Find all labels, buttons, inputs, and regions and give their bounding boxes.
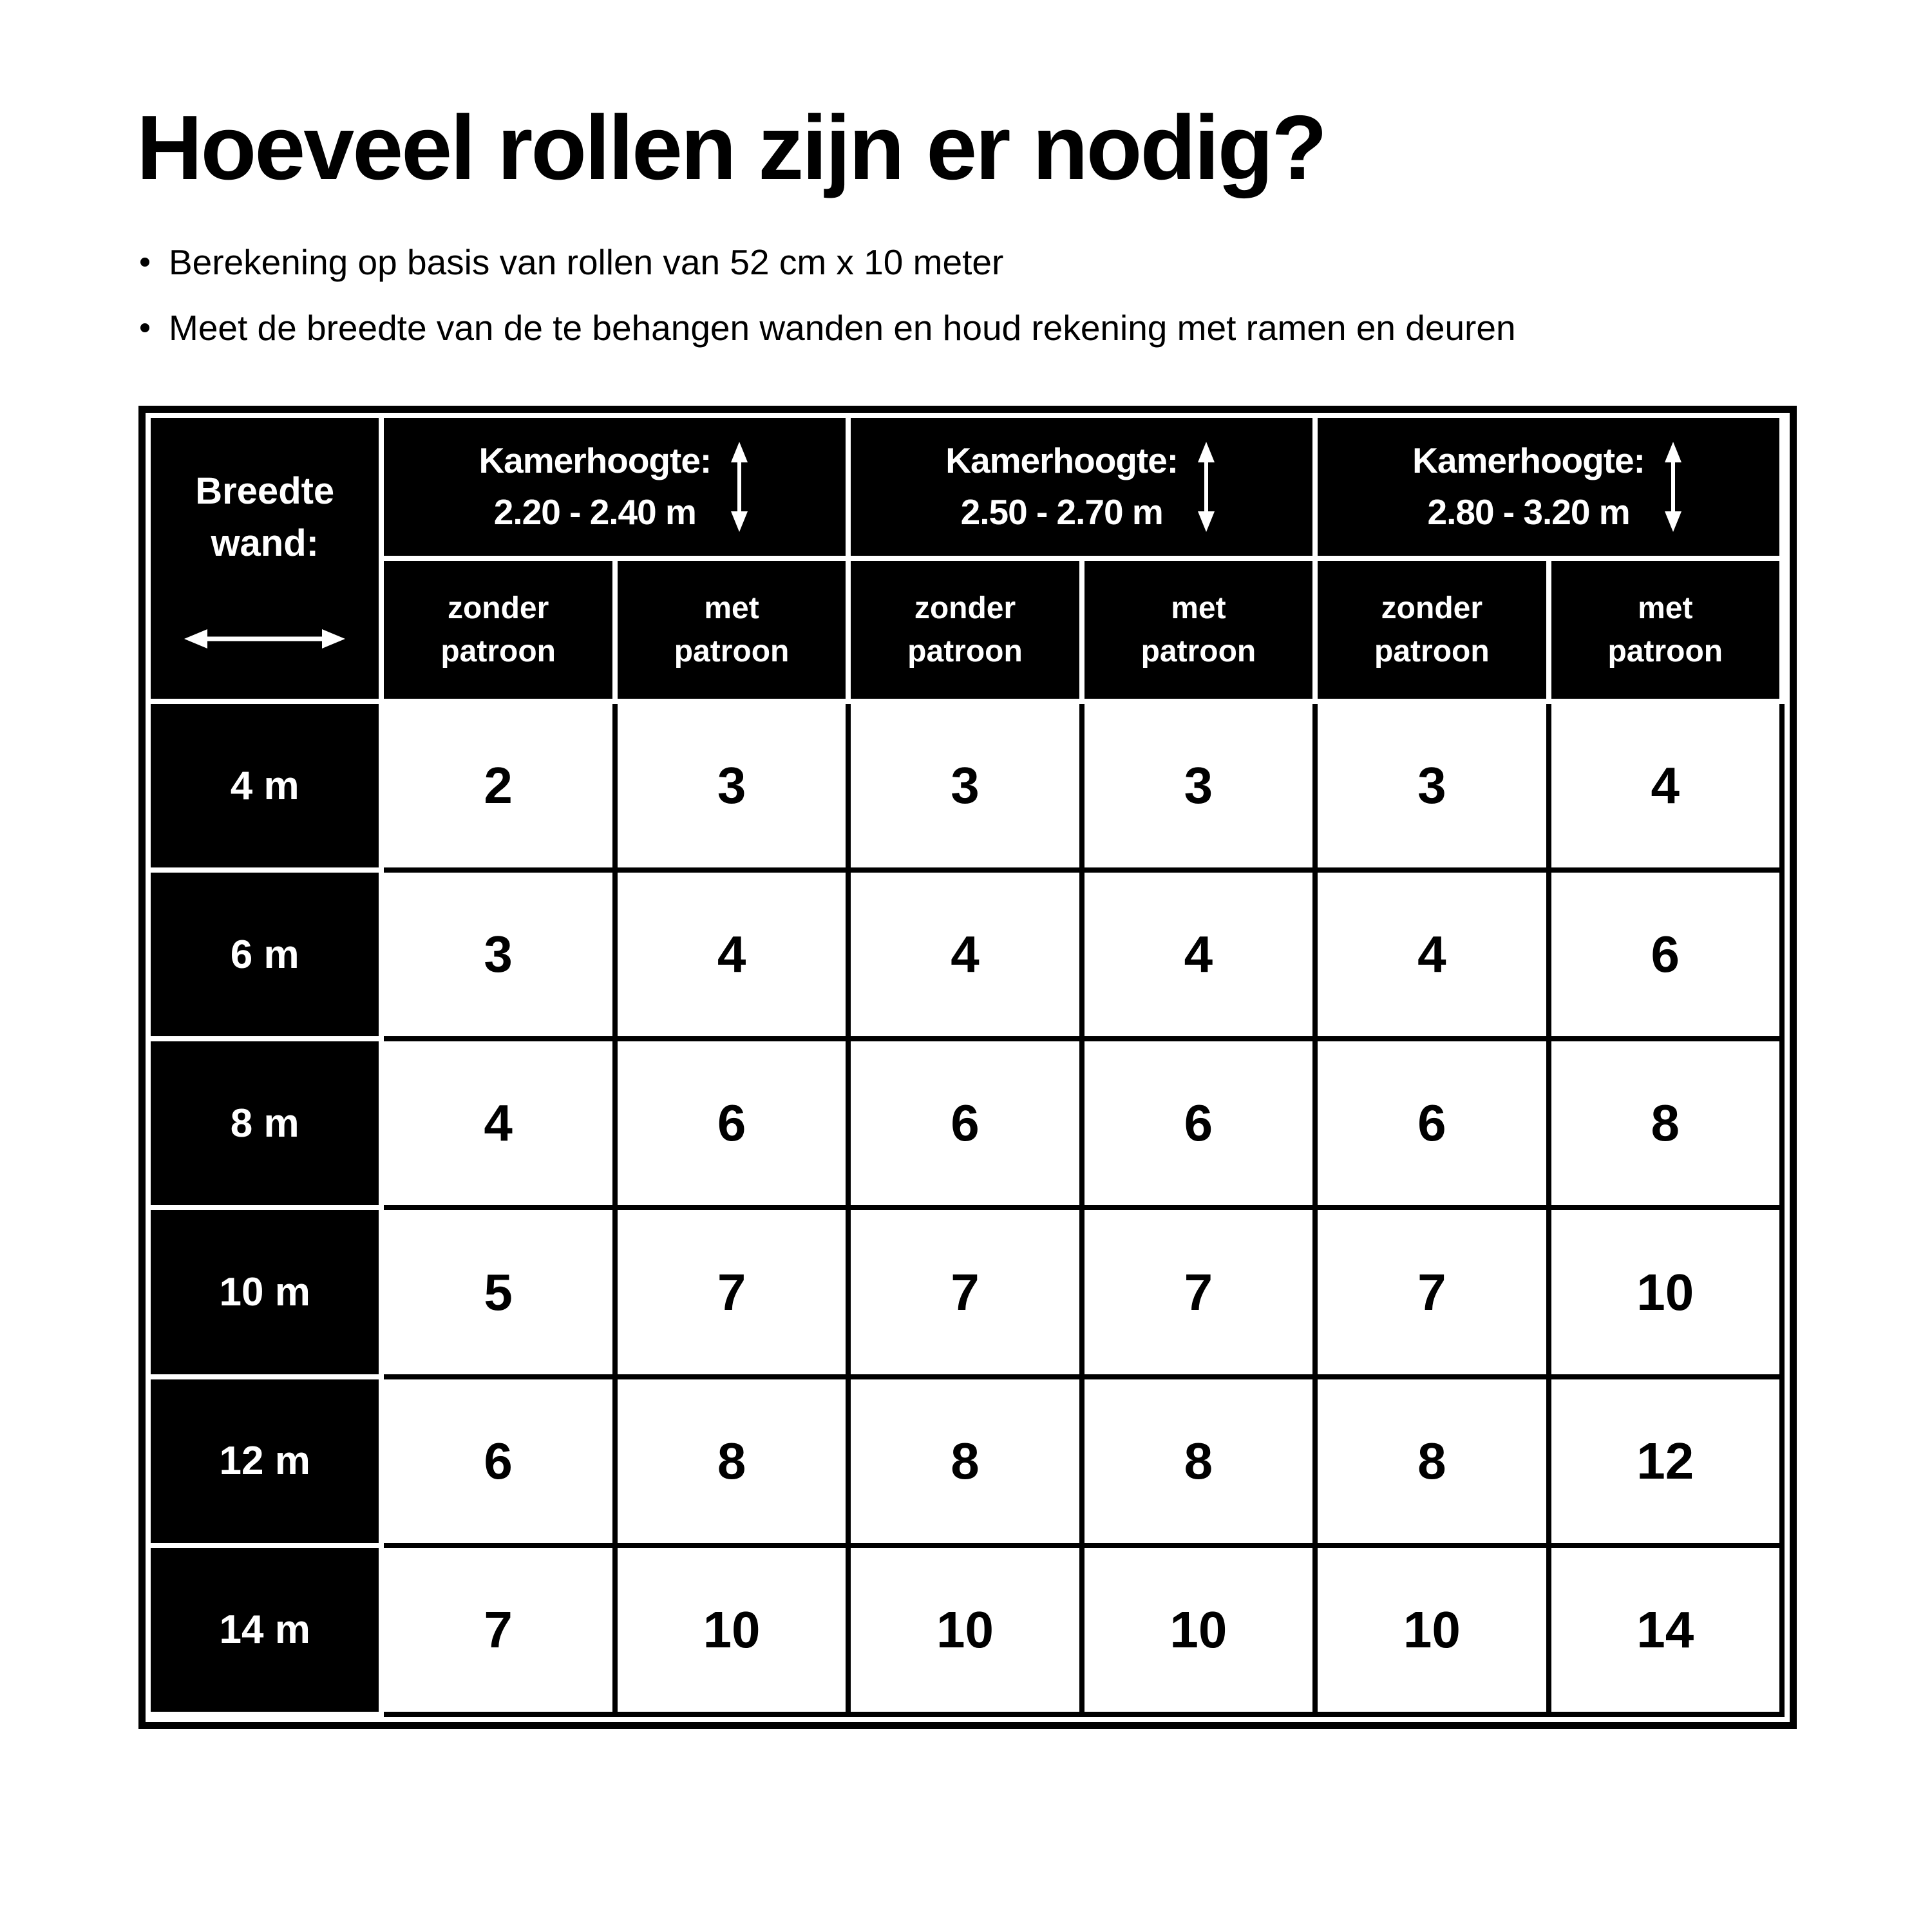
subheader-line2: patroon <box>1141 634 1256 668</box>
table-cell: 4 <box>384 1041 617 1210</box>
subheader-line2: patroon <box>674 634 790 668</box>
table-cell: 10 <box>1551 1210 1785 1379</box>
subheader-line1: met <box>1171 591 1226 625</box>
subheader-met-patroon-3 <box>1551 561 1785 704</box>
bullet-text: Meet de breedte van de te behangen wanden en houd rekening met ramen en deuren <box>169 307 1516 348</box>
table-cell: 4 <box>618 873 851 1041</box>
subheader-line2: patroon <box>440 634 556 668</box>
subheader-zonder-patroon-2 <box>851 561 1084 704</box>
row-header-14m: 14 m <box>151 1548 384 1717</box>
corner-header-line1: Breedte <box>195 469 335 512</box>
column-group-header-1 <box>384 418 851 561</box>
kamerhoogte-range: 2.80 - 3.20 m <box>1427 492 1630 532</box>
kamerhoogte-label: Kamerhoogte: <box>1412 440 1645 481</box>
column-group-label <box>1412 435 1645 538</box>
height-arrow-icon <box>728 442 751 532</box>
bullet-item <box>140 303 1516 354</box>
table-cell: 6 <box>1084 1041 1318 1210</box>
table-cell: 8 <box>1318 1379 1551 1548</box>
corner-header-line2: wand: <box>211 522 319 564</box>
corner-header-label <box>195 465 334 569</box>
table-cell: 14 <box>1551 1548 1785 1717</box>
table-cell: 8 <box>618 1379 851 1548</box>
column-group-header-2 <box>851 418 1318 561</box>
table-cell: 12 <box>1551 1379 1785 1548</box>
table-cell: 6 <box>1551 873 1785 1041</box>
column-group-label <box>478 435 711 538</box>
table-cell: 6 <box>851 1041 1084 1210</box>
row-header-4m: 4 m <box>151 704 384 873</box>
table-cell: 7 <box>384 1548 617 1717</box>
kamerhoogte-range: 2.20 - 2.40 m <box>493 492 696 532</box>
width-arrow-icon <box>184 626 345 652</box>
table-cell: 2 <box>384 704 617 873</box>
table-cell: 7 <box>618 1210 851 1379</box>
table-cell: 4 <box>851 873 1084 1041</box>
subheader-met-patroon-1 <box>618 561 851 704</box>
corner-header-breedte-wand <box>151 418 384 704</box>
table-cell: 6 <box>618 1041 851 1210</box>
row-header-6m: 6 m <box>151 873 384 1041</box>
bullet-list <box>140 237 1516 368</box>
table-cell: 8 <box>1084 1379 1318 1548</box>
height-arrow-icon <box>1195 442 1218 532</box>
kamerhoogte-label: Kamerhoogte: <box>945 440 1179 481</box>
bullet-text: Berekening op basis van rollen van 52 cm x 10 meter <box>169 242 1004 282</box>
height-arrow-icon <box>1662 442 1685 532</box>
table-cell: 10 <box>618 1548 851 1717</box>
column-group-header-3 <box>1318 418 1785 561</box>
subheader-line2: patroon <box>1607 634 1723 668</box>
table-cell: 5 <box>384 1210 617 1379</box>
rolls-needed-table <box>138 406 1797 1729</box>
row-header-12m: 12 m <box>151 1379 384 1548</box>
table-cell: 7 <box>1318 1210 1551 1379</box>
table-cell: 6 <box>1318 1041 1551 1210</box>
bullet-item <box>140 237 1516 289</box>
subheader-line2: patroon <box>1374 634 1490 668</box>
table-cell: 4 <box>1551 704 1785 873</box>
table-cell: 8 <box>851 1379 1084 1548</box>
page-title: Hoeveel rollen zijn er nodig? <box>137 97 1326 199</box>
table-cell: 3 <box>618 704 851 873</box>
kamerhoogte-label: Kamerhoogte: <box>478 440 712 481</box>
row-header-8m: 8 m <box>151 1041 384 1210</box>
table-cell: 7 <box>1084 1210 1318 1379</box>
table-cell: 7 <box>851 1210 1084 1379</box>
subheader-line2: patroon <box>907 634 1023 668</box>
subheader-line1: zonder <box>1381 591 1483 625</box>
table-cell: 6 <box>384 1379 617 1548</box>
row-header-10m: 10 m <box>151 1210 384 1379</box>
kamerhoogte-range: 2.50 - 2.70 m <box>960 492 1163 532</box>
column-group-label <box>945 435 1178 538</box>
table-cell: 8 <box>1551 1041 1785 1210</box>
table-cell: 4 <box>1084 873 1318 1041</box>
subheader-zonder-patroon-1 <box>384 561 617 704</box>
table-cell: 3 <box>1084 704 1318 873</box>
subheader-line1: zonder <box>447 591 549 625</box>
table-cell: 10 <box>1318 1548 1551 1717</box>
subheader-line1: met <box>704 591 759 625</box>
bullet-dot-icon <box>140 258 149 267</box>
table-cell: 10 <box>851 1548 1084 1717</box>
bullet-dot-icon <box>140 323 149 332</box>
subheader-line1: zonder <box>914 591 1016 625</box>
table-cell: 10 <box>1084 1548 1318 1717</box>
subheader-met-patroon-2 <box>1084 561 1318 704</box>
table-cell: 3 <box>1318 704 1551 873</box>
table-cell: 3 <box>851 704 1084 873</box>
table-cell: 4 <box>1318 873 1551 1041</box>
table-cell: 3 <box>384 873 617 1041</box>
subheader-zonder-patroon-3 <box>1318 561 1551 704</box>
subheader-line1: met <box>1638 591 1693 625</box>
